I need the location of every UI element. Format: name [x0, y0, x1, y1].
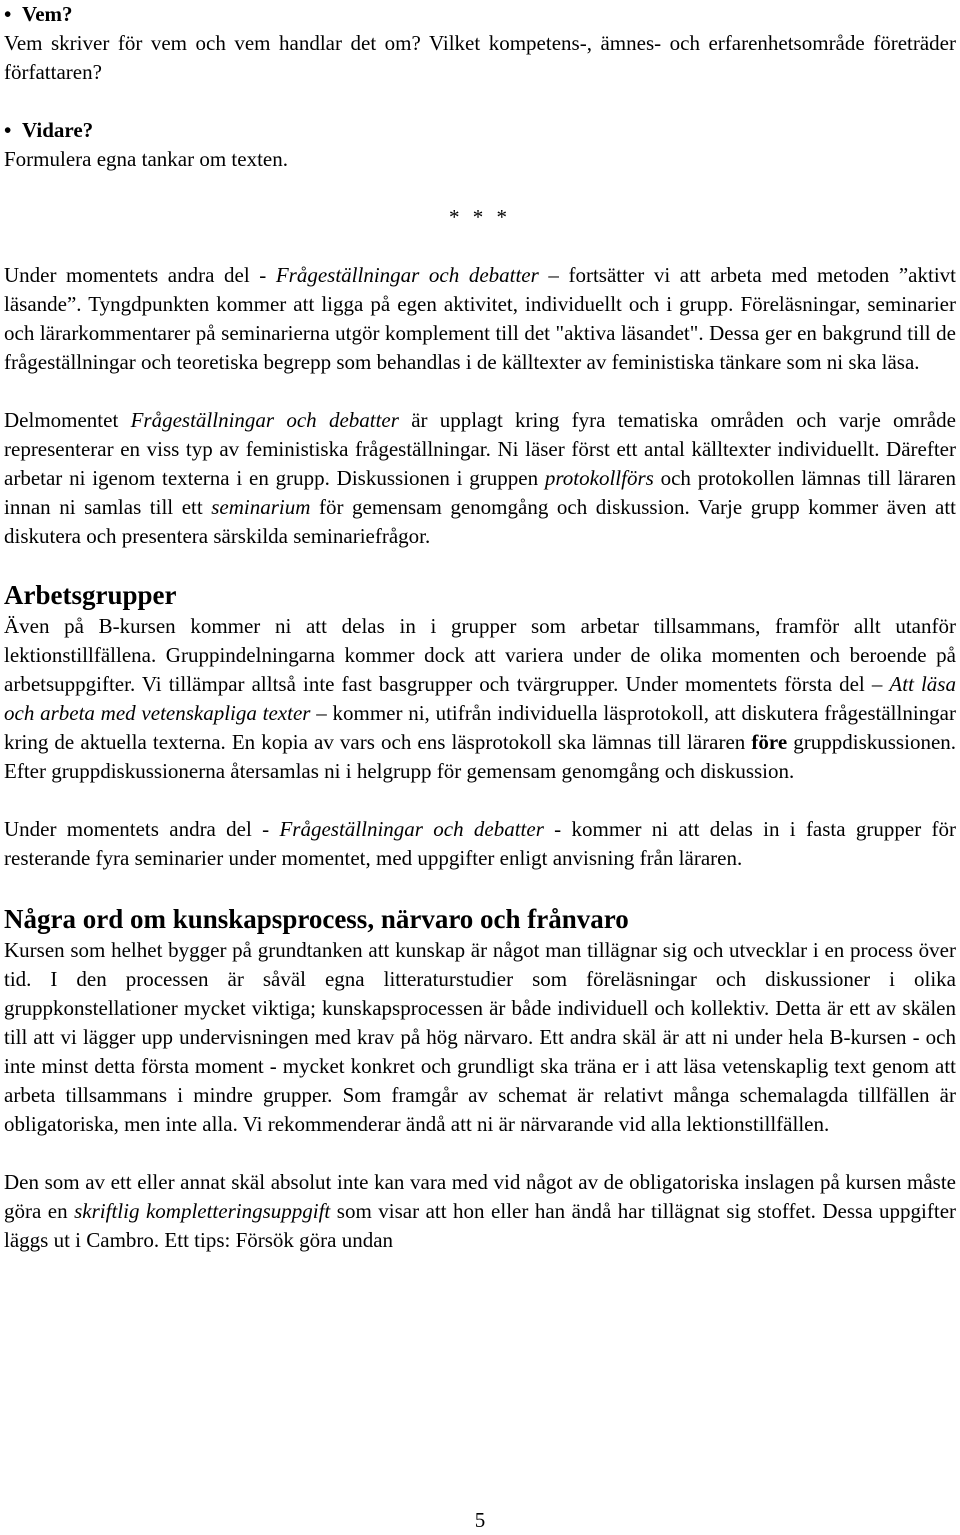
- bullet-item-vem: [4, 0, 956, 87]
- heading-kunskapsprocess: Några ord om kunskapsprocess, närvaro och frånvaro: [4, 904, 629, 934]
- document-page: [4, 0, 956, 1255]
- paragraph-delmomentet: Delmomentet Frågeställningar och debatter är upplagt kring fyra tematiska områden och varje område representerar en viss typ av feministiska frågeställningar. Ni läser först ett antal källtexter individuellt. Därefter arbetar ni igenom texterna i en grupp. Diskussionen i gruppen protokollförs och protokollen lämnas till läraren innan ni samlas till ett seminarium för gemensam genomgång och diskussion. Varje grupp kommer även att diskutera och presentera särskilda seminariefrågor.: [4, 408, 957, 548]
- bullet-text: Vem skriver för vem och vem handlar det om? Vilket kompetens-, ämnes- och erfarenhetsområde företräder författaren?: [4, 31, 956, 84]
- page-number: 5: [474, 1508, 486, 1532]
- bullet-dot-icon: •: [4, 118, 12, 142]
- paragraph-fasta-grupper: Under momentets andra del - Frågeställningar och debatter - kommer ni att delas in i fasta grupper för resterande fyra seminarier under momentet, med uppgifter enligt anvisning från läraren.: [4, 817, 956, 870]
- section-separator: * * *: [449, 205, 511, 229]
- paragraph-b-kursen-grupper: Även på B-kursen kommer ni att delas in i grupper som arbetar tillsammans, framför allt utanför lektionstillfällena. Gruppindelningarna kommer dock att variera under de olika momenten och beroende på arbetsuppgifter. Vi tillämpar alltså inte fast basgrupper och tvärgrupper. Under momentets första del – Att läsa och arbeta med vetenskapliga texter – kommer ni, utifrån individuella läsprotokoll, att diskutera frågeställningar kring de aktuella texterna. En kopia av vars och ens läsprotokoll ska lämnas till läraren före gruppdiskussionen. Efter gruppdiskussionerna återsamlas ni i helgrupp för gemensam genomgång och diskussion.: [4, 614, 957, 783]
- bullet-label: Vidare?: [22, 118, 94, 142]
- bullet-heading: [4, 116, 956, 145]
- heading-arbetsgrupper: Arbetsgrupper: [4, 580, 177, 610]
- paragraph-aktivt-lasande: Under momentets andra del - Frågeställningar och debatter – fortsätter vi att arbeta med metoden ”aktivt läsande”. Tyngdpunkten kommer att ligga på egen aktivitet, individuellt och i grupp. Föreläsningar, seminarier och lärarkommentarer på seminarierna utgör komplement till det "aktiva läsandet". Dessa ger en bakgrund till de frågeställningar och teoretiska begrepp som behandlas i de källtexter av feministiska tänkare som ni ska läsa.: [4, 263, 956, 374]
- bullet-text: Formulera egna tankar om texten.: [4, 147, 288, 171]
- paragraph-kunskapsprocess: Kursen som helhet bygger på grundtanken att kunskap är något man tillägnar sig och utvecklar i en process över tid. I den processen är såväl egna litteraturstudier som föreläsningar och diskussioner i olika gruppkonstellationer mycket viktiga; kunskapsprocessen är både individuell och kollektiv. Detta är ett av skälen till att vi lägger upp undervisningen med krav på hög närvaro. Ett andra skäl är att ni under hela B-kursen - och inte minst detta första moment - mycket konkret och grundligt ska träna er i att läsa vetenskaplig text genom att arbeta tillsammans i mindre grupper. Som framgår av schemat är relativt många schemalagda tillfällen är obligatoriska, men inte alla. Vi rekommenderar ändå att ni är närvarande vid alla lektionstillfällen.: [4, 938, 956, 1136]
- bullet-item-vidare: [4, 116, 956, 174]
- paragraph-komplettering: Den som av ett eller annat skäl absolut inte kan vara med vid något av de obligatoriska inslagen på kursen måste göra en skriftlig kompletteringsuppgift som visar att hon eller han ändå har tillägnat sig stoffet. Dessa uppgifter läggs ut i Cambro. Ett tips: Försök göra undan: [4, 1170, 957, 1252]
- bullet-dot-icon: •: [4, 2, 12, 26]
- bullet-heading: [4, 0, 956, 29]
- bullet-label: Vem?: [22, 2, 73, 26]
